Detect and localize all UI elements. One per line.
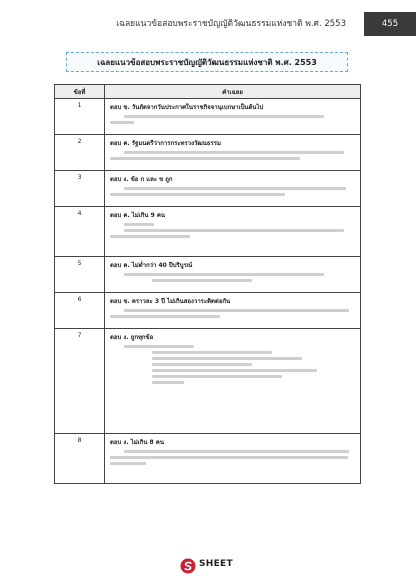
header-title: เฉลยแนวข้อสอบพระราชบัญญัติวัฒนธรรมแห่งชาติ พ.ศ. 2553 — [116, 19, 346, 29]
table-row — [55, 135, 361, 171]
text-line — [152, 381, 184, 384]
answer-text: ตอบ ค. รัฐมนตรีว่าการกระทรวงวัฒนธรรม — [110, 140, 221, 147]
brand-logo — [180, 556, 240, 576]
text-line — [124, 223, 154, 226]
row-number: 5 — [55, 257, 105, 293]
table-row — [55, 171, 361, 207]
answer-text: ตอบ ง. ถูกทุกข้อ — [110, 334, 154, 341]
answer-text: ตอบ ค. ไม่ต่ำกว่า 40 ปีบริบูรณ์ — [110, 262, 193, 269]
text-line — [152, 369, 317, 372]
column-header-no: ข้อที่ — [55, 85, 105, 99]
answer-text: ตอบ ง. ไม่เกิน 8 คน — [110, 439, 164, 446]
answer-cell — [105, 434, 361, 484]
row-number: 6 — [55, 293, 105, 329]
brand-logo-icon — [180, 558, 196, 574]
table-row — [55, 434, 361, 484]
answer-table — [54, 84, 361, 484]
text-line — [152, 375, 282, 378]
table-header-row — [55, 85, 361, 99]
text-line — [152, 357, 302, 360]
row-number: 2 — [55, 135, 105, 171]
table-row — [55, 99, 361, 135]
text-line — [110, 235, 190, 238]
brand-logo-text: SHEET — [199, 559, 233, 569]
text-line — [124, 273, 324, 276]
column-header-answer: คำเฉลย — [105, 85, 361, 99]
row-number: 3 — [55, 171, 105, 207]
table-row — [55, 293, 361, 329]
row-number: 4 — [55, 207, 105, 257]
answer-cell — [105, 135, 361, 171]
text-line — [152, 351, 272, 354]
table-row — [55, 257, 361, 293]
answer-text: ตอบ ข. วันถัดจากวันประกาศในราชกิจจานุเบกษาเป็นต้นไป — [110, 104, 264, 111]
text-line — [110, 315, 220, 318]
row-number: 7 — [55, 329, 105, 434]
page-number: 455 — [364, 12, 416, 36]
answer-cell — [105, 99, 361, 135]
text-line — [110, 157, 300, 160]
table-row — [55, 207, 361, 257]
text-line — [110, 462, 146, 465]
text-line — [110, 193, 285, 196]
answer-text: ตอบ ง. ข้อ ก และ ข ถูก — [110, 176, 173, 183]
answer-cell — [105, 257, 361, 293]
text-line — [124, 187, 346, 190]
text-line — [152, 279, 252, 282]
text-line — [152, 363, 252, 366]
answer-cell — [105, 329, 361, 434]
answer-text: ตอบ ข. คราวละ 3 ปี ไม่เกินสองวาระติดต่อกัน — [110, 298, 231, 305]
text-line — [124, 115, 324, 118]
answer-text: ตอบ ค. ไม่เกิน 9 คน — [110, 212, 166, 219]
text-line — [124, 151, 344, 154]
section-title: เฉลยแนวข้อสอบพระราชบัญญัติวัฒนธรรมแห่งชาติ พ.ศ. 2553 — [66, 52, 348, 72]
answer-cell — [105, 293, 361, 329]
text-line — [124, 450, 349, 453]
text-line — [110, 121, 134, 124]
text-line — [110, 456, 348, 459]
table-row — [55, 329, 361, 434]
text-line — [124, 309, 349, 312]
row-number: 1 — [55, 99, 105, 135]
answer-cell — [105, 171, 361, 207]
text-line — [124, 345, 194, 348]
page-header — [0, 12, 416, 36]
row-number: 8 — [55, 434, 105, 484]
answer-cell — [105, 207, 361, 257]
text-line — [124, 229, 344, 232]
